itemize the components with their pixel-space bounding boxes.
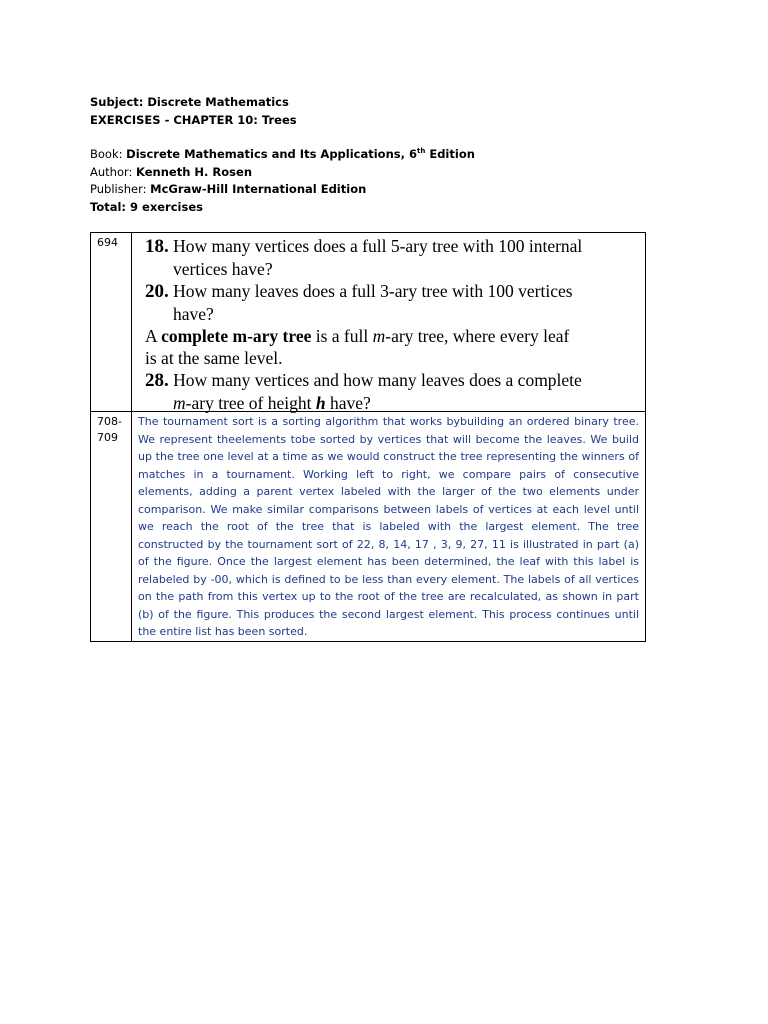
publisher-name: McGraw-Hill International Edition bbox=[150, 182, 367, 196]
total-line: Total: 9 exercises bbox=[90, 199, 203, 214]
definition-complete-mary-tree: A complete m-ary tree is a full m-ary tree, where every leaf is at the same level. bbox=[145, 326, 570, 368]
table-row bbox=[91, 233, 646, 412]
author-name: Kenneth H. Rosen bbox=[136, 164, 253, 179]
exercise-28: 28. How many vertices and how many leaves does a complete m-ary tree of height h have? bbox=[145, 370, 582, 413]
exercise-18: 18. How many vertices does a full 5-ary tree with 100 internal vertices have? bbox=[145, 236, 583, 279]
author-line: Author: Kenneth H. Rosen bbox=[90, 164, 253, 179]
exercises-line: EXERCISES - CHAPTER 10: Trees bbox=[90, 112, 297, 127]
book-line: Book: Discrete Mathematics and Its Applications, 6th Edition bbox=[90, 147, 475, 161]
publisher-line: Publisher: McGraw-Hill International Edition bbox=[90, 182, 367, 196]
page-number: 708-709 bbox=[91, 412, 132, 642]
table-row bbox=[91, 412, 646, 642]
scanned-exercises bbox=[132, 233, 646, 412]
tournament-sort-text: The tournament sort is a sorting algorithm that works bybuilding an ordered binary tree. We represent theelements tobe sorted by vertices that will become the leaves. We build up the tree one level at a time as we would construct the tree representing the winners of matches in a tournament. Working left to right, we compare pairs of consecutive elements, adding a parent vertex labeled with the larger of the two elements under comparison. We make similar comparisons between labels of vertices at each level until we reach the root of the tree that is labeled with the largest element. The tree constructed by the tournament sort of 22, 8, 14, 17 , 3, 9, 27, 11 is illustrated in part (a) of the figure. Once the largest element has been determined, the leaf with this label is relabeled by -00, which is defined to be less than every element. The labels of all vertices on the path from this vertex up to the root of the tree are recalculated, as shown in part (b) of the figure. This produces the second largest element. This process continues until the entire list has been sorted. bbox=[132, 412, 646, 642]
subject-line: Subject: Discrete Mathematics bbox=[90, 95, 289, 109]
exercise-20: 20. How many leaves does a full 3-ary tree with 100 vertices have? bbox=[145, 281, 573, 324]
exercise-table bbox=[90, 232, 646, 642]
document-header bbox=[90, 94, 475, 216]
book-title: Discrete Mathematics and Its Applications, 6 bbox=[126, 147, 417, 161]
page-number: 694 bbox=[91, 233, 132, 412]
